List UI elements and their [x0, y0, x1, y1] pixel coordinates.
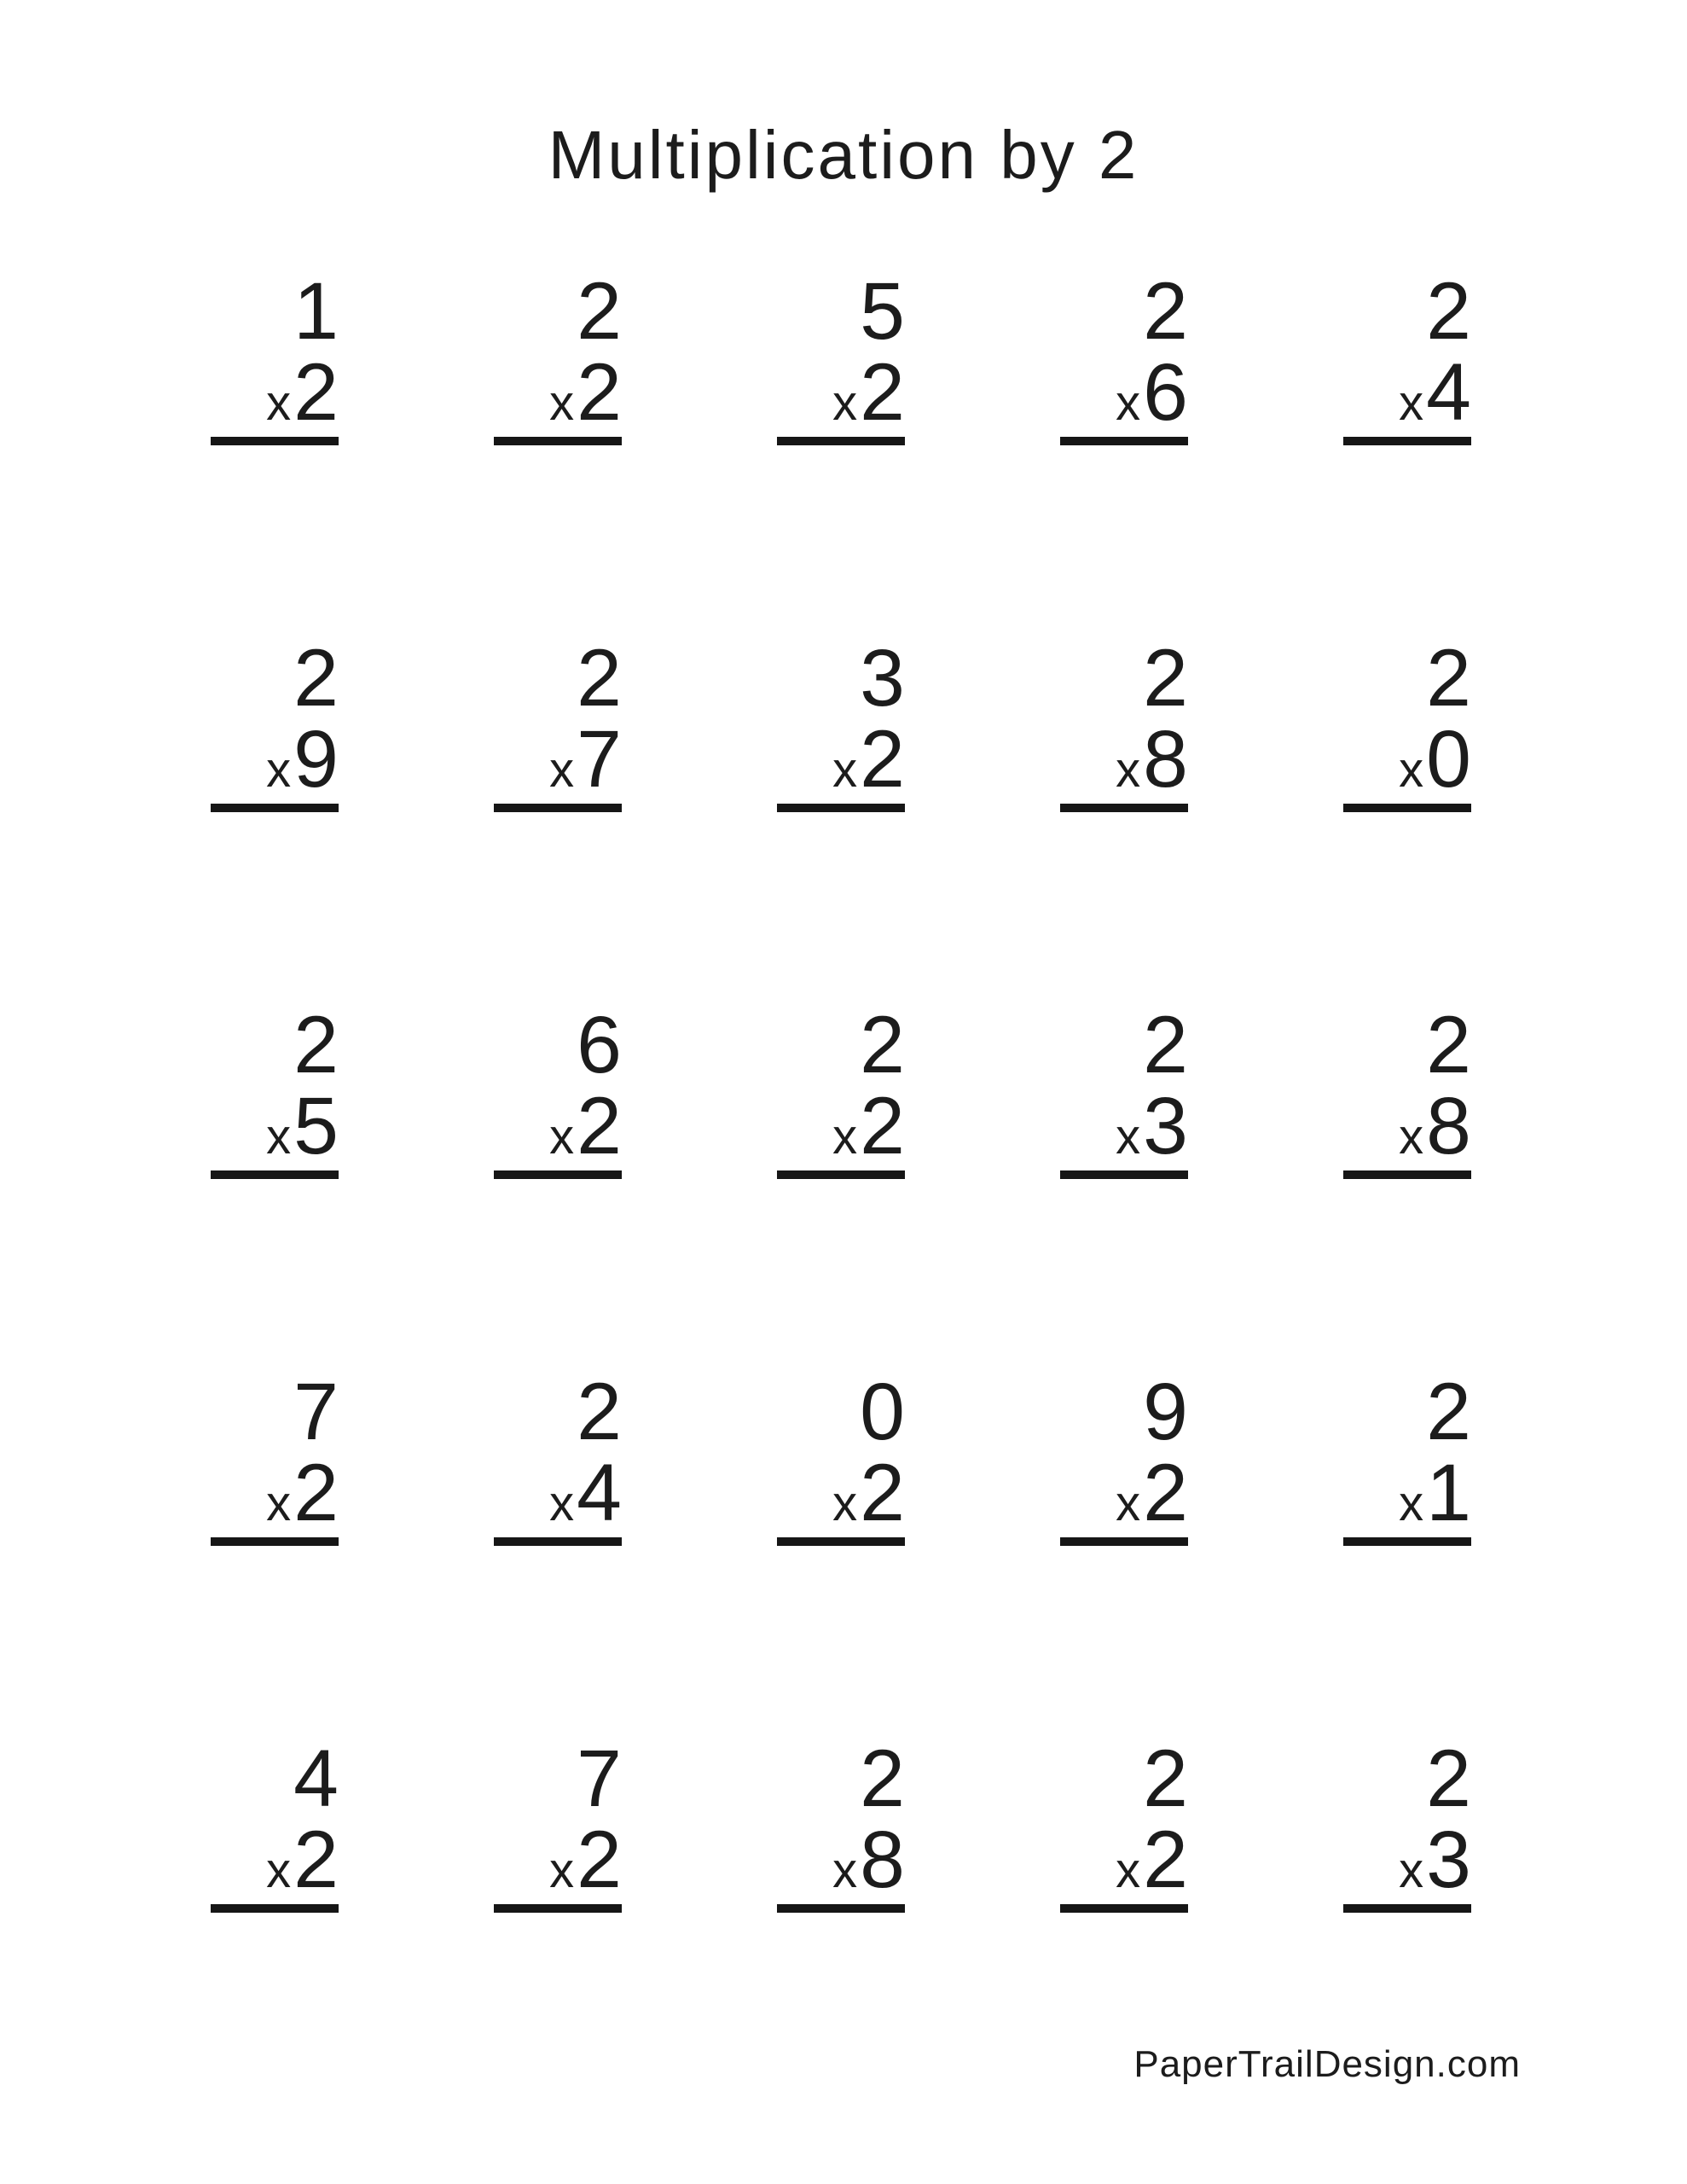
multiplier: 2: [860, 714, 905, 804]
multiplication-problem: [494, 266, 622, 445]
multiplicand: 2: [577, 266, 622, 357]
multiplication-problem: [1343, 1734, 1471, 1913]
problem-cell: [1022, 266, 1305, 444]
multiplier-row: [211, 1815, 339, 1905]
multiplier: 2: [293, 347, 339, 438]
multiplier: 2: [860, 1448, 905, 1538]
multiplier-row: [494, 1448, 622, 1538]
multiply-sign: x: [832, 375, 858, 431]
problem-cell: [1305, 1367, 1588, 1544]
problem-cell: [1022, 1367, 1305, 1544]
multiplier-row: [777, 1815, 905, 1905]
problem-cell: [739, 1367, 1022, 1544]
multiplier-row: [1060, 1448, 1188, 1538]
multiplier: 2: [577, 347, 622, 438]
multiplication-problem: [211, 633, 339, 812]
multiplicand: 2: [860, 1000, 905, 1090]
multiplier: 2: [1143, 1815, 1188, 1905]
multiplier-row: [494, 1815, 622, 1905]
multiplier: 8: [1143, 714, 1188, 804]
multiplier-row: [211, 347, 339, 438]
multiplier: 0: [1426, 714, 1471, 804]
multiplicand: 2: [1143, 266, 1188, 357]
multiplication-problem: [211, 1367, 339, 1546]
multiplier-row: [777, 714, 905, 804]
problem-cell: [455, 633, 739, 810]
multiplicand: 2: [577, 1367, 622, 1457]
website-credit: PaperTrailDesign.com: [1133, 2043, 1521, 2085]
multiplier: 1: [1426, 1448, 1471, 1538]
problem-cell: [739, 633, 1022, 810]
multiplication-problem: [1060, 1734, 1188, 1913]
multiply-sign: x: [266, 1476, 292, 1531]
multiplicand: 7: [293, 1367, 339, 1457]
multiplier-row: [1060, 347, 1188, 438]
multiplier-row: [1343, 347, 1471, 438]
problem-cell: [739, 266, 1022, 444]
multiplier-row: [777, 1448, 905, 1538]
multiplication-problem: [1060, 1367, 1188, 1546]
multiplier: 2: [293, 1448, 339, 1538]
multiplication-problem: [777, 1000, 905, 1179]
multiply-sign: x: [1399, 1843, 1424, 1898]
multiplier: 3: [1143, 1081, 1188, 1171]
multiply-sign: x: [1399, 742, 1424, 798]
multiply-sign: x: [549, 1109, 575, 1165]
problem-cell: [1022, 1000, 1305, 1177]
multiplicand: 1: [293, 266, 339, 357]
multiplicand: 5: [860, 266, 905, 357]
problem-cell: [1305, 266, 1588, 444]
problem-cell: [455, 1000, 739, 1177]
multiply-sign: x: [266, 375, 292, 431]
multiplier: 7: [577, 714, 622, 804]
worksheet-title: Multiplication by 2: [548, 117, 1139, 193]
multiply-sign: x: [832, 1476, 858, 1531]
problem-cell: [1022, 633, 1305, 810]
multiplication-problem: [211, 266, 339, 445]
multiplication-problem: [1343, 1000, 1471, 1179]
multiplicand: 2: [1426, 266, 1471, 357]
multiply-sign: x: [1116, 375, 1141, 431]
multiply-sign: x: [549, 375, 575, 431]
multiplicand: 2: [1426, 1367, 1471, 1457]
multiplication-problem: [1343, 1367, 1471, 1546]
multiplier: 4: [1426, 347, 1471, 438]
multiplicand: 2: [1426, 633, 1471, 723]
multiplier-row: [1060, 714, 1188, 804]
multiplier-row: [211, 1448, 339, 1538]
multiplier: 2: [860, 347, 905, 438]
multiplier-row: [777, 347, 905, 438]
problem-cell: [172, 1367, 455, 1544]
multiplication-problem: [1343, 633, 1471, 812]
multiply-sign: x: [1399, 1109, 1424, 1165]
problem-cell: [455, 1367, 739, 1544]
multiplication-problem: [1060, 633, 1188, 812]
multiplier-row: [1343, 714, 1471, 804]
problem-cell: [1305, 1000, 1588, 1177]
multiplier: 2: [577, 1081, 622, 1171]
multiplier: 2: [577, 1815, 622, 1905]
multiplication-problem: [494, 1000, 622, 1179]
multiplier-row: [494, 1081, 622, 1171]
multiply-sign: x: [549, 1843, 575, 1898]
multiplier: 8: [1426, 1081, 1471, 1171]
multiply-sign: x: [1399, 375, 1424, 431]
multiplicand: 4: [293, 1734, 339, 1824]
multiplicand: 2: [1426, 1000, 1471, 1090]
problem-cell: [1022, 1734, 1305, 1911]
problem-cell: [172, 633, 455, 810]
multiply-sign: x: [266, 1843, 292, 1898]
multiply-sign: x: [266, 742, 292, 798]
problem-cell: [1305, 1734, 1588, 1911]
multiplicand: 2: [577, 633, 622, 723]
multiply-sign: x: [549, 1476, 575, 1531]
problem-cell: [172, 1000, 455, 1177]
multiplicand: 0: [860, 1367, 905, 1457]
multiplier-row: [1343, 1081, 1471, 1171]
multiplier: 2: [860, 1081, 905, 1171]
multiply-sign: x: [832, 1843, 858, 1898]
problem-cell: [455, 266, 739, 444]
problem-cell: [1305, 633, 1588, 810]
problems-grid: [172, 266, 1588, 1911]
multiplier-row: [777, 1081, 905, 1171]
multiplier: 9: [293, 714, 339, 804]
multiplicand: 2: [293, 633, 339, 723]
multiplicand: 7: [577, 1734, 622, 1824]
multiplicand: 3: [860, 633, 905, 723]
multiplication-problem: [494, 1734, 622, 1913]
multiplicand: 9: [1143, 1367, 1188, 1457]
multiplier-row: [494, 347, 622, 438]
multiplication-problem: [777, 1367, 905, 1546]
multiplicand: 2: [1143, 1734, 1188, 1824]
multiply-sign: x: [549, 742, 575, 798]
multiplication-problem: [1060, 266, 1188, 445]
multiplier: 4: [577, 1448, 622, 1538]
multiplication-problem: [211, 1000, 339, 1179]
multiply-sign: x: [832, 1109, 858, 1165]
multiplier: 8: [860, 1815, 905, 1905]
multiplicand: 2: [1143, 633, 1188, 723]
multiplier-row: [211, 1081, 339, 1171]
multiply-sign: x: [266, 1109, 292, 1165]
multiplier-row: [1060, 1081, 1188, 1171]
multiplication-problem: [1343, 266, 1471, 445]
multiplicand: 2: [293, 1000, 339, 1090]
multiply-sign: x: [1116, 1843, 1141, 1898]
multiplicand: 2: [1426, 1734, 1471, 1824]
problem-cell: [172, 1734, 455, 1911]
multiplication-problem: [211, 1734, 339, 1913]
multiplication-problem: [1060, 1000, 1188, 1179]
multiplier-row: [1343, 1448, 1471, 1538]
multiply-sign: x: [1116, 1109, 1141, 1165]
multiplication-problem: [777, 1734, 905, 1913]
multiplier: 3: [1426, 1815, 1471, 1905]
multiply-sign: x: [1116, 742, 1141, 798]
multiplication-problem: [494, 1367, 622, 1546]
multiplication-problem: [494, 633, 622, 812]
multiplier: 5: [293, 1081, 339, 1171]
multiplication-problem: [777, 633, 905, 812]
multiply-sign: x: [1399, 1476, 1424, 1531]
multiplicand: 2: [1143, 1000, 1188, 1090]
multiplier: 6: [1143, 347, 1188, 438]
multiplier: 2: [1143, 1448, 1188, 1538]
multiplier-row: [211, 714, 339, 804]
multiplier-row: [1343, 1815, 1471, 1905]
problem-cell: [739, 1000, 1022, 1177]
multiplicand: 6: [577, 1000, 622, 1090]
problem-cell: [739, 1734, 1022, 1911]
multiplicand: 2: [860, 1734, 905, 1824]
problem-cell: [172, 266, 455, 444]
multiplier-row: [1060, 1815, 1188, 1905]
multiplier: 2: [293, 1815, 339, 1905]
multiply-sign: x: [832, 742, 858, 798]
problem-cell: [455, 1734, 739, 1911]
multiplier-row: [494, 714, 622, 804]
multiply-sign: x: [1116, 1476, 1141, 1531]
multiplication-problem: [777, 266, 905, 445]
